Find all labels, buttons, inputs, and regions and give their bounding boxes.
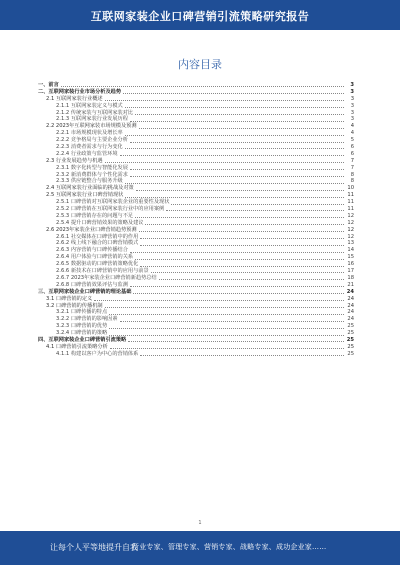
toc-entry[interactable] xyxy=(34,144,354,151)
toc-leader-dots xyxy=(140,237,344,239)
toc-entry-text: 2.6.4 用户体验与口碑营销的关系 xyxy=(56,254,134,261)
toc-leader-dots xyxy=(94,299,344,301)
toc-entry[interactable] xyxy=(34,337,354,344)
toc-leader-dots xyxy=(140,265,344,267)
toc-leader-dots xyxy=(136,189,344,191)
toc-leader-dots xyxy=(130,120,344,122)
toc-entry-text: 2.5 互联网家装行业口碑营销现状 xyxy=(46,192,124,199)
toc-leader-dots xyxy=(125,134,344,136)
toc-entry-text: 2.6.7 2023年家装企业口碑营销新趋势总结 xyxy=(56,274,157,281)
toc-entry-text: 2.6.5 数据驱动的口碑营销策略优化 xyxy=(56,261,139,268)
toc-leader-dots xyxy=(135,216,344,218)
toc-leader-dots xyxy=(128,340,344,342)
toc-heading: 内容目录 xyxy=(178,58,222,71)
toc-entry-page: 25 xyxy=(347,330,354,337)
toc-entry-text: 2.2.2 竞争格局与主要企业分析 xyxy=(56,137,128,144)
toc-entry-text: 2.2 2023年互联网家装市场规模及预测 xyxy=(46,123,137,130)
toc-entry-text: 2.6.6 新技术在口碑营销中的应用与前景 xyxy=(56,268,149,275)
toc-leader-dots xyxy=(109,327,344,329)
toc-entry[interactable] xyxy=(34,296,354,303)
toc-leader-dots xyxy=(125,196,344,198)
toc-entry-text: 2.5.4 提升口碑营销效果的策略及建议 xyxy=(56,219,144,226)
toc-leader-dots xyxy=(130,251,344,253)
toc-entry-page: 16 xyxy=(347,261,354,268)
toc-entry-page: 3 xyxy=(350,95,354,102)
toc-leader-dots xyxy=(109,313,344,315)
toc-leader-dots xyxy=(123,92,344,94)
toc-leader-dots xyxy=(151,271,344,273)
toc-entry-text: 2.6.8 口碑营销效果评估与监测 xyxy=(56,281,128,288)
footer-tagline: 行业专家、管理专家、营销专家、战略专家、成功企业家…… xyxy=(132,543,327,551)
toc-entry-text: 一、前言 xyxy=(38,82,59,88)
toc-entry[interactable] xyxy=(34,268,354,275)
toc-leader-dots xyxy=(159,278,344,280)
toc-entry[interactable] xyxy=(34,165,354,172)
toc-leader-dots xyxy=(125,182,344,184)
toc-entry-page: 12 xyxy=(347,233,354,240)
toc-leader-dots xyxy=(140,354,344,356)
toc-entry-text: 3.1 口碑营销的定义 xyxy=(46,295,93,302)
toc-entry-text: 2.2.1 市场规模现状及增长率 xyxy=(56,130,123,137)
toc-leader-dots xyxy=(130,141,344,143)
toc-entry[interactable] xyxy=(34,96,354,103)
toc-entry-page: 25 xyxy=(346,336,354,343)
toc-entry-text: 4.1 口碑营销引流策略分析 xyxy=(46,343,108,350)
toc-leader-dots xyxy=(105,161,344,163)
page-number: 1 xyxy=(198,520,202,526)
toc-entry-text: 2.1.1 互联网家装定义与模式 xyxy=(56,102,123,109)
toc-entry-page: 6 xyxy=(350,150,354,157)
toc-leader-dots xyxy=(140,244,344,246)
toc-entry-page: 12 xyxy=(347,226,354,233)
toc-entry-text: 2.5.3 口碑营销存在的问题与不足 xyxy=(56,212,134,219)
toc-entry-page: 8 xyxy=(350,178,354,185)
toc-entry-page: 24 xyxy=(347,316,354,323)
toc-entry-text: 3.2.3 口碑营销的优势 xyxy=(56,323,108,330)
toc-entry-text: 2.4 互联网家装行业面临的挑战及对策 xyxy=(46,185,134,192)
toc-entry-page: 24 xyxy=(346,288,354,295)
toc-leader-dots xyxy=(130,168,344,170)
toc-leader-dots xyxy=(130,175,344,177)
toc-entry-page: 15 xyxy=(347,254,354,261)
toc-entry-text: 2.5.1 口碑营销对互联网家装企业的重要性及现状 xyxy=(56,199,170,206)
toc-leader-dots xyxy=(120,320,344,322)
toc-entry-text: 2.3.3 供应链整合与服务升级 xyxy=(56,178,123,185)
toc-entry-page: 24 xyxy=(347,302,354,309)
toc-entry[interactable] xyxy=(34,344,354,351)
toc-entry[interactable] xyxy=(34,351,354,358)
toc-entry-page: 21 xyxy=(347,281,354,288)
toc-entry-page: 14 xyxy=(347,247,354,254)
toc-entry[interactable] xyxy=(34,158,354,165)
toc-leader-dots xyxy=(135,113,344,115)
toc-leader-dots xyxy=(125,106,344,108)
toc-entry-page: 3 xyxy=(350,82,354,88)
footer-bar xyxy=(0,531,400,565)
toc-entry-text: 2.1 互联网家装行业概述 xyxy=(46,95,103,102)
toc-entry-text: 4.1.1 构建以客户为中心的营销体系 xyxy=(56,350,139,357)
toc-entry-text: 二、互联网家装行业市场分析及趋势 xyxy=(38,88,122,95)
footer-slogan: 让每个人平等地提升自我 xyxy=(50,543,138,552)
toc-entry-page: 6 xyxy=(350,144,354,151)
toc-leader-dots xyxy=(120,154,344,156)
toc-entry[interactable] xyxy=(34,199,354,206)
toc-leader-dots xyxy=(105,99,344,101)
toc-entry[interactable] xyxy=(34,213,354,220)
toc-leader-dots xyxy=(135,258,344,260)
toc-entry-text: 2.3.1 数字化转型与智能化发展 xyxy=(56,164,128,171)
toc-entry[interactable] xyxy=(34,82,354,89)
toc-leader-dots xyxy=(125,147,344,149)
toc-entry[interactable] xyxy=(34,151,354,158)
toc-entry[interactable] xyxy=(34,275,354,282)
toc-entry-text: 3.2.4 口碑营销的策略 xyxy=(56,330,108,337)
toc-entry[interactable] xyxy=(34,330,354,337)
toc-entry-page: 24 xyxy=(347,295,354,302)
toc-entry-page: 7 xyxy=(350,157,354,164)
toc-entry-page: 3 xyxy=(350,109,354,116)
toc-entry[interactable] xyxy=(34,206,354,213)
toc-entry-page: 13 xyxy=(347,240,354,247)
toc-entry-page: 17 xyxy=(347,268,354,275)
toc-entry-page: 12 xyxy=(347,219,354,226)
toc-leader-dots xyxy=(130,285,344,287)
toc-leader-dots xyxy=(109,334,344,336)
report-title: 互联网家装企业口碑营销引流策略研究报告 xyxy=(90,10,310,23)
toc-leader-dots xyxy=(145,223,344,225)
header-bar xyxy=(0,0,400,30)
toc-leader-dots xyxy=(105,306,344,308)
toc-entry-page: 25 xyxy=(347,350,354,357)
toc-entry-page: 4 xyxy=(350,130,354,137)
toc-leader-dots xyxy=(61,85,344,87)
toc-entry[interactable] xyxy=(34,103,354,110)
toc-entry-text: 2.6 2023年家装企业口碑营销趋势预测 xyxy=(46,226,137,233)
toc-entry-page: 11 xyxy=(347,199,354,206)
toc-entry-page: 25 xyxy=(347,323,354,330)
toc-entry-page: 7 xyxy=(350,164,354,171)
toc-entry-text: 3.2.2 口碑营销的影响因素 xyxy=(56,316,118,323)
toc-entry-page: 3 xyxy=(350,88,354,95)
toc-entry[interactable] xyxy=(34,282,354,289)
toc-entry-text: 2.6.1 社交媒体在口碑营销中的作用 xyxy=(56,233,139,240)
toc-leader-dots xyxy=(139,127,344,129)
toc-entry-text: 2.2.3 消费者需求与行为变化 xyxy=(56,144,123,151)
toc-entry[interactable] xyxy=(34,137,354,144)
toc-entry-text: 2.5.2 口碑营销在互联网家装行业中的应用案例 xyxy=(56,206,165,213)
toc-entry-page: 5 xyxy=(350,137,354,144)
toc-entry-text: 2.6.3 内容营销与口碑传播结合 xyxy=(56,247,128,254)
toc-entry-page: 10 xyxy=(347,185,354,192)
toc-leader-dots xyxy=(139,230,344,232)
toc-leader-dots xyxy=(133,292,344,294)
toc-entry-page: 8 xyxy=(350,171,354,178)
toc-leader-dots xyxy=(171,203,344,205)
toc-entry-page: 11 xyxy=(347,192,354,199)
toc-entry-page: 18 xyxy=(347,274,354,281)
toc-entry-text: 2.1.2 传统家装与互联网家装对比 xyxy=(56,109,134,116)
toc-entry-page: 4 xyxy=(350,123,354,130)
toc-entry-text: 2.3 行业发展趋势与机遇 xyxy=(46,157,103,164)
toc-entry-page: 3 xyxy=(350,102,354,109)
toc-entry-page: 24 xyxy=(347,309,354,316)
toc-entry-page: 3 xyxy=(350,116,354,123)
toc-entry-text: 2.6.2 线上线下融合的口碑营销模式 xyxy=(56,240,139,247)
toc-entry[interactable] xyxy=(34,227,354,234)
toc-entry-text: 2.1.3 互联网家装行业发展历程 xyxy=(56,116,128,123)
toc-entry[interactable] xyxy=(34,89,354,96)
toc-entry-text: 2.3.2 新消费群体与个性化需求 xyxy=(56,171,128,178)
toc-entry-text: 三、互联网家装企业口碑营销的理论基础 xyxy=(38,288,132,295)
table-of-contents xyxy=(34,82,354,358)
toc-entry[interactable] xyxy=(34,289,354,296)
toc-entry-text: 2.2.4 行业政策与监管环境 xyxy=(56,150,118,157)
toc-entry[interactable] xyxy=(34,261,354,268)
toc-entry-page: 12 xyxy=(347,212,354,219)
toc-entry[interactable] xyxy=(34,220,354,227)
toc-leader-dots xyxy=(166,209,344,211)
toc-entry-page: 11 xyxy=(347,206,354,213)
toc-entry-text: 3.2 口碑营销的传播机制 xyxy=(46,302,103,309)
toc-leader-dots xyxy=(110,347,344,349)
toc-entry-text: 四、互联网家装企业口碑营销引流策略 xyxy=(38,336,127,343)
toc-entry-text: 3.2.1 口碑传播的特点 xyxy=(56,309,108,316)
toc-entry-page: 25 xyxy=(347,343,354,350)
